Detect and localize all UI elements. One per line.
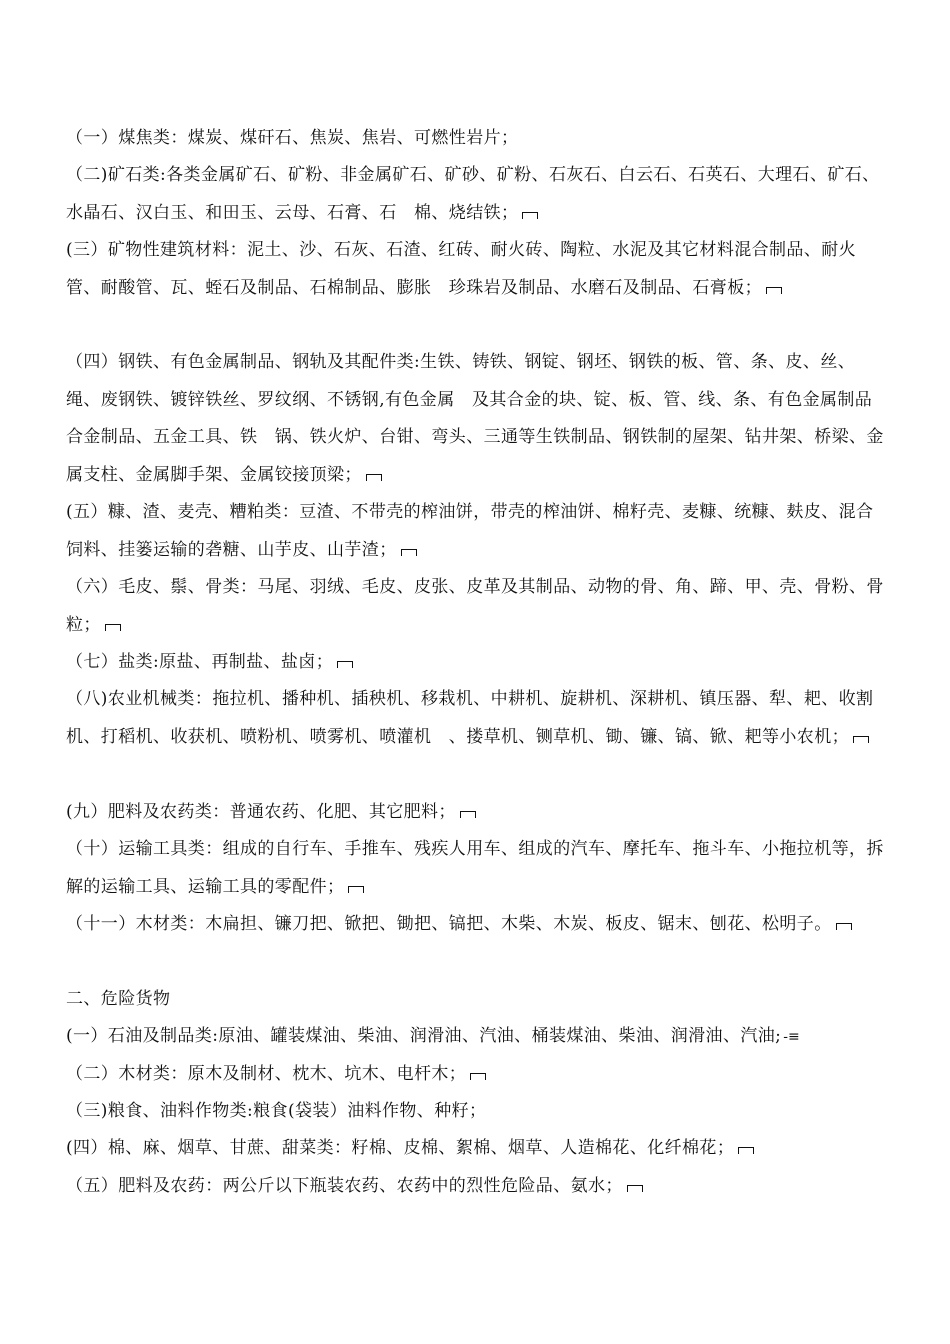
box-mark-icon [105,624,121,631]
paragraph-text: （二）木材类：原木及制材、枕木、坑木、电杆木； [66,1064,467,1084]
paragraph-coal [66,120,886,158]
box-mark-icon [522,212,538,219]
paragraph-text: （十）运输工具类：组成的自行车、手推车、残疾人用车、组成的汽车、摩托车、拖斗车、小拖拉机等，拆解的运输工具、运输工具的零配件； [66,839,884,897]
paragraph-transport-tools [66,831,886,906]
box-mark-icon [836,923,852,930]
paragraph-text: （一）煤焦类：煤炭、煤矸石、焦炭、焦岩、可燃性岩片； [66,128,519,148]
box-mark-icon [738,1147,754,1154]
paragraph-text: (四）棉、麻、烟草、甘蔗、甜菜类：籽棉、皮棉、絮棉、烟草、人造棉花、化纤棉花； [66,1138,735,1158]
paragraph-petroleum [66,1018,886,1057]
paragraph-text: （七）盐类:原盐、再制盐、盐卤； [66,652,334,672]
paragraph-text: （四）钢铁、有色金属制品、钢轨及其配件类:生铁、铸铁、钢锭、钢坯、钢铁的板、管、条、皮、丝、绳、废钢铁、镀锌铁丝、罗纹纲、不锈钢,有色金属 及其合金的块、锭、板、管、线、条、有色金属制品合金制品、五金工具、铁 锅、铁火炉、台钳、弯头、三通等生铁制品、钢铁制的屋架、钻井架、桥梁、金属支柱、金属脚手架、金属铰接顶梁； [66,352,884,485]
paragraph-fertilizer [66,794,886,832]
box-mark-icon [337,661,353,668]
equals-mark-icon: -≡ [783,1029,800,1045]
paragraph-steel [66,344,886,494]
box-mark-icon [460,811,476,818]
paragraph-mineral-building [66,232,886,307]
box-mark-icon [853,736,869,743]
paragraph-agri-machinery [66,681,886,756]
paragraph-bran [66,494,886,569]
paragraph-text: (五）糠、渣、麦壳、糟粕类：豆渣、不带壳的榨油饼，带壳的榨油饼、棉籽壳、麦糠、统糠、麸皮、混合饲料、挂篓运输的砻糖、山芋皮、山芋渣； [66,502,874,560]
paragraph-text: （五）肥料及农药：两公斤以下瓶装农药、农药中的烈性危险品、氨水； [66,1176,623,1196]
paragraph-text: （三)粮食、油料作物类:粮食(袋装）油料作物、种籽； [66,1101,487,1121]
box-mark-icon [366,474,382,481]
section-heading-dangerous-goods [66,981,886,1019]
paragraph-pesticide [66,1168,886,1206]
box-mark-icon [627,1185,643,1192]
paragraph-wood [66,906,886,944]
paragraph-ore [66,157,886,232]
paragraph-text: (九）肥料及农药类：普通农药、化肥、其它肥料； [66,802,456,822]
box-mark-icon [470,1073,486,1080]
box-mark-icon [348,886,364,893]
paragraph-timber [66,1056,886,1094]
paragraph-salt [66,644,886,682]
paragraph-grain [66,1093,886,1131]
paragraph-text: （六）毛皮、鬃、骨类：马尾、羽绒、毛皮、皮张、皮革及其制品、动物的骨、角、蹄、甲、壳、骨粉、骨粒； [66,577,884,635]
paragraph-fur-bone [66,569,886,644]
paragraph-text: (三）矿物性建筑材料：泥土、沙、石灰、石渣、红砖、耐火砖、陶粒、水泥及其它材料混合制品、耐火管、耐酸管、瓦、蛭石及制品、石棉制品、膨胀 珍珠岩及制品、水磨石及制品、石膏板； [66,240,857,298]
paragraph-text: （二)矿石类:各类金属矿石、矿粉、非金属矿石、矿砂、矿粉、石灰石、白云石、石英石、大理石、矿石、水晶石、汉白玉、和田玉、云母、石膏、石 棉、烧结铁； [66,165,880,223]
section-heading-text: 二、危险货物 [66,989,171,1009]
box-mark-icon [401,549,417,556]
paragraph-text: (一）石油及制品类:原油、罐装煤油、柴油、润滑油、汽油、桶装煤油、柴油、润滑油、汽油; [66,1026,782,1046]
paragraph-text: （十一）木材类：木扁担、镰刀把、锨把、锄把、镐把、木柴、木炭、板皮、锯末、刨花、松明子。 [66,914,832,934]
paragraph-cotton [66,1130,886,1168]
box-mark-icon [766,287,782,294]
paragraph-text: （八)农业机械类：拖拉机、播种机、插秧机、移栽机、中耕机、旋耕机、深耕机、镇压器、犁、耙、收割机、打稻机、收获机、喷粉机、喷雾机、喷灌机 、搂草机、铡草机、锄、镰、镐、锨、耙等小农机； [66,689,874,747]
